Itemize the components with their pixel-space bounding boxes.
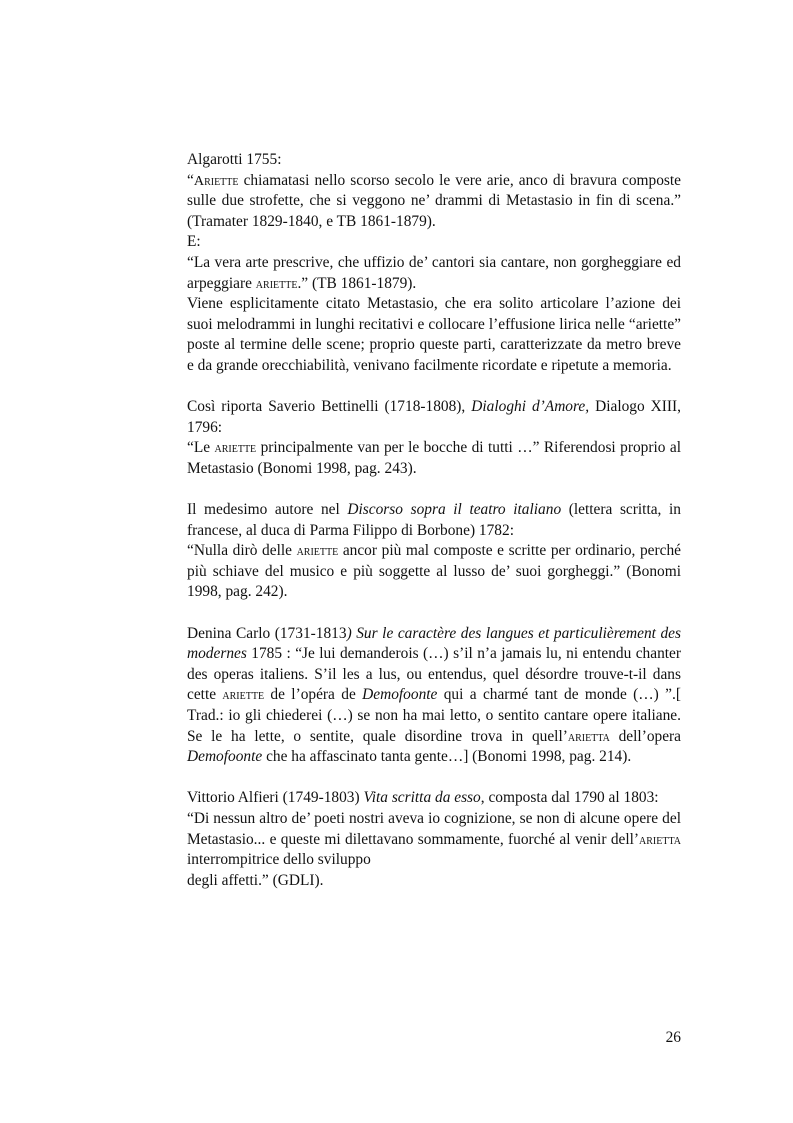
alfieri-quote-last-line: degli affetti.” (GDLI).	[187, 871, 324, 889]
term-ariette: Ariette	[193, 172, 239, 189]
discorso-quote	[187, 541, 681, 603]
alfieri-quote	[187, 809, 681, 871]
text: , composta dal 1790 al 1803:	[480, 789, 659, 807]
text: qui a charmé tant de monde (…) ”.[ Trad.: io gli chiederei (…) se non ha mai letto, o sentito cantare opere italiane. Se le ha lette, o sentite, quale disordine trova in quell’	[187, 686, 681, 745]
text: dell’opera	[609, 727, 681, 745]
text: (lettera scritta, in francese, al duca di Parma Filippo di Borbone) 1782:	[187, 501, 681, 539]
term-ariette: ariette	[296, 543, 339, 560]
quote-body: ancor più mal composte e scritte per ordinario, perché più schiave del musico e più soggette al lusso de’ suoi gorgheggi.” (Bonomi 1998, pag. 242).	[187, 542, 681, 601]
metastasio-commentary: Viene esplicitamente citato Metastasio, che era solito articolare l’azione dei suoi melodrammi in lunghi recitativi e collocare l’effusione lirica nelle “ariette” poste al termine delle scene; proprio queste parti, caratterizzate da metro breve e da grande orecchiabilità, venivano facilmente ricordate e ripetute a memoria.	[187, 295, 681, 374]
quote-body: “Di nessun altro de’ poeti nostri aveva io cognizione, se non di alcune opere del Metastasio... e queste mi dilettavano sommamente, fuorché al venir dell’	[187, 810, 681, 848]
work-title: Discorso sopra il teatro italiano	[347, 501, 562, 519]
term-arietta: arietta	[567, 728, 610, 745]
text: Così riporta Saverio Bettinelli (1718-1808),	[187, 398, 472, 416]
alfieri-intro	[187, 788, 681, 809]
algarotti-quote-2	[187, 253, 681, 294]
denina-paragraph	[187, 624, 681, 768]
text: 1785 : “Je lui demanderois (…) s’il n’a jamais lu, ni entendu chanter des operas italiens. S’il les a lus, ou entendus, quel désordre trouve-t-il dans cette	[187, 645, 681, 704]
bettinelli-intro	[187, 397, 681, 438]
quote-body: principalmente van per le bocche di tutti …” Riferendosi proprio al Metastasio (Bonomi 1998, pag. 243).	[187, 439, 681, 477]
conjunction: E:	[187, 233, 201, 251]
quote-open: “Nulla dirò delle	[187, 542, 297, 560]
bettinelli-quote	[187, 438, 681, 479]
author: Denina Carlo (1731-1813	[187, 624, 347, 642]
quote-end: interrompitrice dello sviluppo	[187, 851, 371, 869]
quote-open: “	[187, 171, 194, 189]
work-demofoonte: Demofoonte	[187, 748, 263, 766]
quote-body: chiamatasi nello scorso secolo le vere arie, anco di bravura composte sulle due strofette, che si veggono ne’ drammi di Metastasio in fin di scena.” (Tramater 1829-1840, e TB 1861-1879).	[187, 171, 681, 230]
discorso-intro	[187, 500, 681, 541]
text: de l’opéra de	[264, 686, 363, 704]
work-title: Vita scritta da esso	[363, 789, 481, 807]
work-demofoonte: Demofoonte	[362, 686, 438, 704]
quote-end: .” (TB 1861-1879).	[297, 274, 417, 292]
algarotti-quote-1	[187, 171, 681, 233]
term-arietta: arietta	[639, 831, 681, 848]
text: che ha affascinato tanta gente…] (Bonomi 1998, pag. 214).	[262, 748, 632, 766]
term-ariette: ariette	[222, 687, 265, 704]
quote-open: “Le	[187, 439, 215, 457]
work-title: ) Sur le caractère des langues et particulièrement des modernes	[187, 624, 681, 663]
work-title: Dialoghi d’Amore,	[471, 398, 590, 416]
term-ariette: ariette	[255, 275, 298, 292]
text: Il medesimo autore nel	[187, 501, 348, 519]
algarotti-heading: Algarotti 1755:	[187, 151, 282, 168]
term-ariette: ariette	[214, 440, 257, 457]
page-body	[187, 150, 681, 891]
page-number: 26	[665, 1029, 681, 1046]
author: Vittorio Alfieri (1749-1803)	[187, 789, 364, 807]
text: Dialogo XIII, 1796:	[187, 398, 681, 436]
quote-body: “La vera arte prescrive, che uffizio de’ cantori sia cantare, non gorgheggiare ed arpeggiare	[187, 253, 681, 292]
